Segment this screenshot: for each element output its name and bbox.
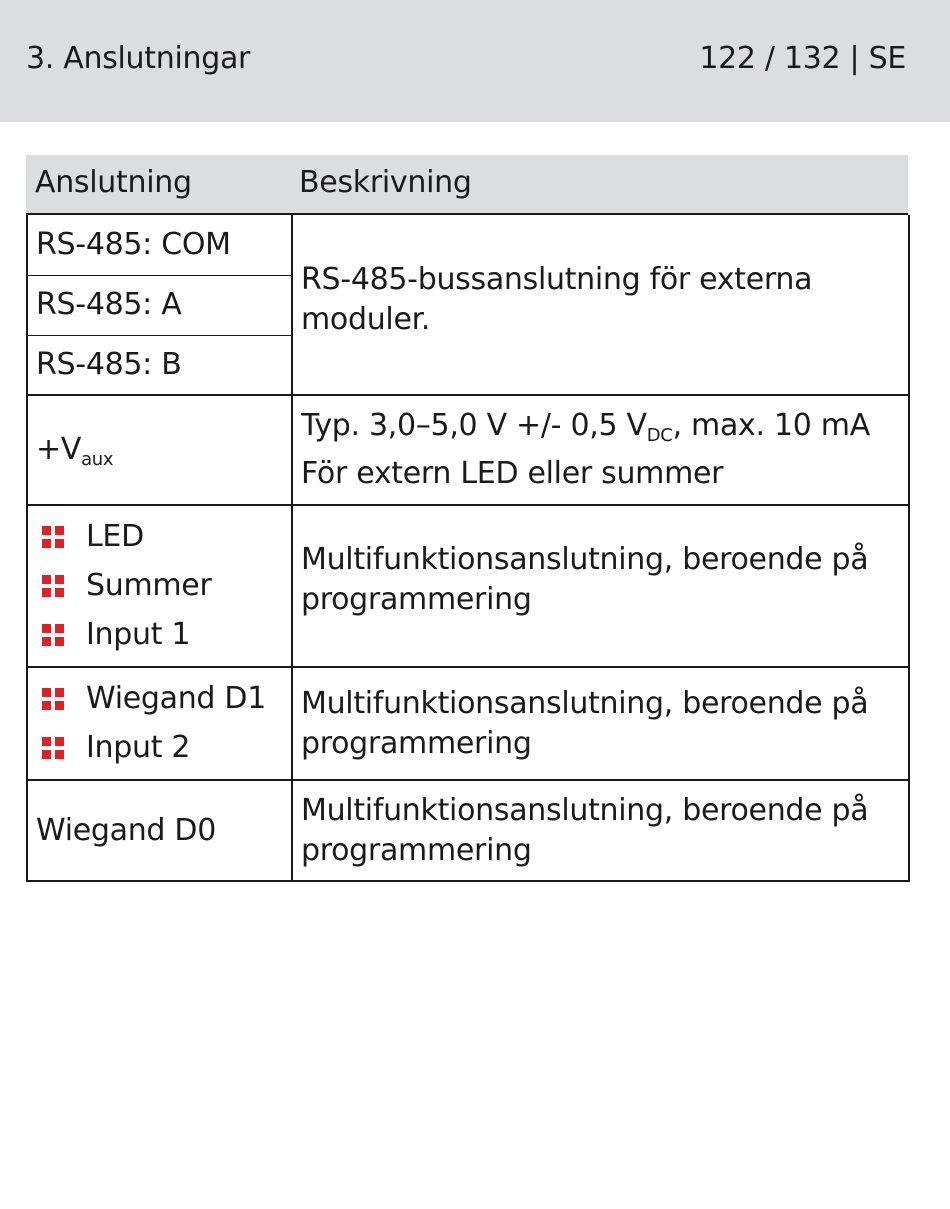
column-header-connection: Anslutning [35,165,192,200]
multi2-list [36,675,291,773]
table-header-row [26,155,908,215]
connection-rs485-com: RS-485: COM [27,215,292,275]
bullet-icon [42,526,64,548]
section-title: 3. Anslutningar [26,41,251,76]
page-number: 122 / 132 | SE [699,41,906,76]
connection-rs485-b: RS-485: B [27,335,292,395]
bullet-icon [42,575,64,597]
vaux-desc-line2: För extern LED eller summer [301,456,724,491]
list-item: Summer [36,562,291,611]
connections-table [26,155,908,882]
table-row [27,215,909,275]
description-multi1: Multifunktionsanslutning, beroende på programmering [292,505,909,667]
connection-multi1 [27,505,292,667]
description-multi2: Multifunktionsanslutning, beroende på programmering [292,667,909,780]
description-rs485: RS-485-bussanslutning för externa moduler. [292,215,909,395]
connections-grid [26,215,910,882]
multi1-list [36,513,291,660]
page-header [0,0,950,122]
list-item: LED [36,513,291,562]
vaux-main: +V [36,432,82,467]
bullet-icon [42,688,64,710]
table-row [27,395,909,505]
connection-wiegand-d0: Wiegand D0 [27,780,292,881]
list-item: Input 2 [36,724,291,773]
list-item: Input 1 [36,611,291,660]
list-item: Wiegand D1 [36,675,291,724]
table-row [27,780,909,881]
description-wiegand-d0: Multifunktionsanslutning, beroende på programmering [292,780,909,881]
description-vaux [292,395,909,505]
table-row [27,505,909,667]
connection-multi2 [27,667,292,780]
column-header-description: Beskrivning [299,165,472,200]
vaux-sub: aux [81,449,114,470]
vaux-desc-line1: Typ. 3,0–5,0 V +/- 0,5 $V_{DC}$, max. 10 mA [301,408,870,446]
connection-vaux [27,395,292,505]
table-row [27,667,909,780]
bullet-icon [42,624,64,646]
bullet-icon [42,737,64,759]
connection-rs485-a: RS-485: A [27,275,292,335]
